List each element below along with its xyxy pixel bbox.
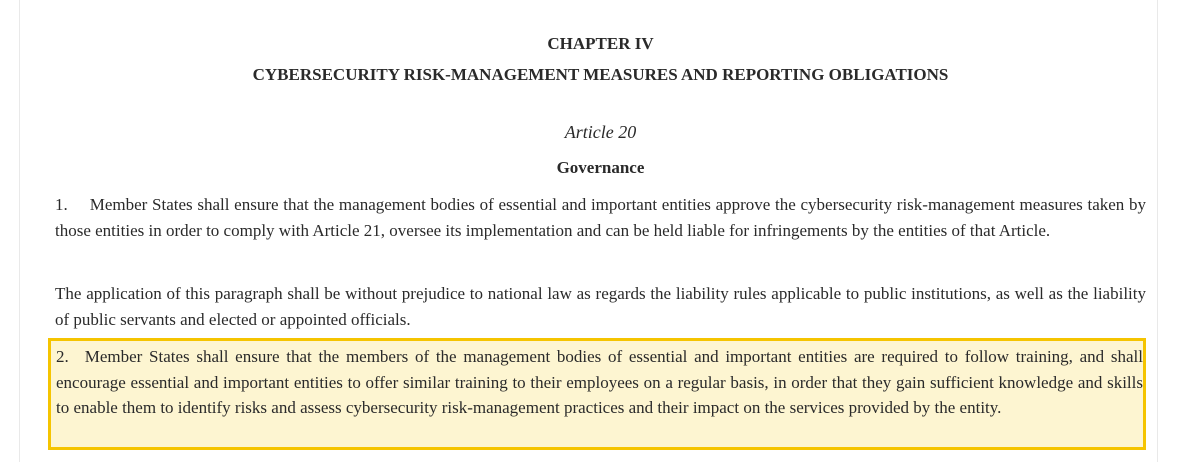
paragraph-1	[55, 192, 1146, 243]
page-left-border	[19, 0, 20, 462]
paragraph-2	[56, 344, 1143, 421]
paragraph-number: 1.	[55, 195, 68, 214]
paragraph-text: The application of this paragraph shall be without prejudice to national law as regards the liability rules applicable to public institutions, as well as the liability of public servants and elected or appointed officials.	[55, 284, 1146, 329]
article-number: Article 20	[564, 122, 637, 142]
paragraph-number: 2.	[56, 347, 69, 366]
highlighted-paragraph-box	[48, 338, 1146, 450]
chapter-number: CHAPTER IV	[547, 34, 654, 53]
article-title: Governance	[556, 158, 645, 177]
paragraph-text: Member States shall ensure that the members of the management bodies of essential and important entities are required to follow training, and shall encourage essential and important entities to offer similar training to their employees on a regular basis, in order that they gain sufficient knowledge and skills to enable them to identify risks and assess cybersecurity risk-management practices and their impact on the services provided by the entity.	[56, 347, 1143, 417]
paragraph-text: Member States shall ensure that the management bodies of essential and important entities approve the cybersecurity risk-management measures taken by those entities in order to comply with Article 21, oversee its implementation and can be held liable for infringements by the entities of that Article.	[55, 195, 1146, 240]
page-right-border	[1157, 0, 1158, 462]
paragraph-1-continued	[55, 281, 1146, 332]
chapter-title: CYBERSECURITY RISK-MANAGEMENT MEASURES AND REPORTING OBLIGATIONS	[252, 65, 949, 84]
